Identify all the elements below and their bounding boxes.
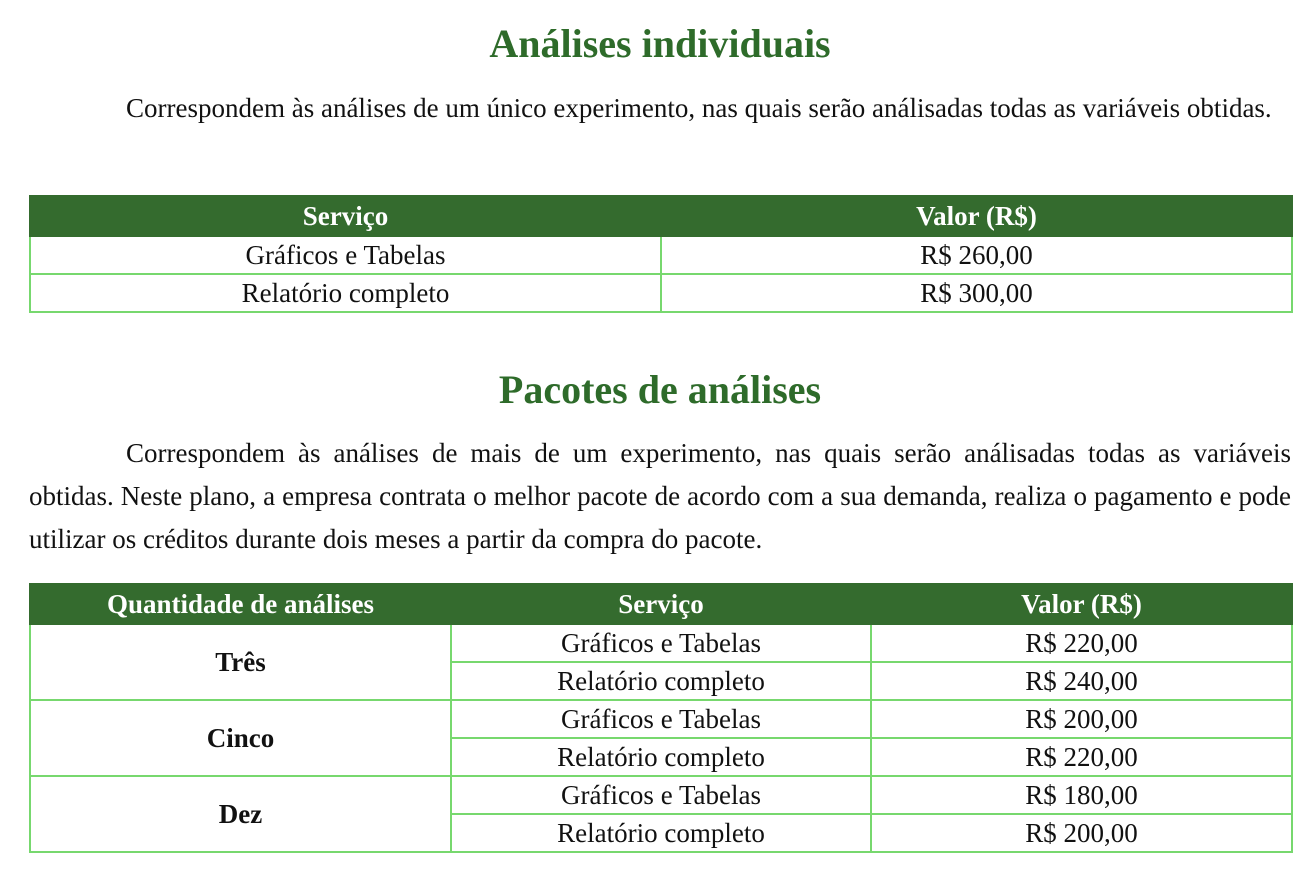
price-cell: R$ 220,00 — [871, 624, 1292, 662]
header-quantity: Quantidade de análises — [30, 584, 451, 624]
service-cell: Gráficos e Tabelas — [451, 700, 871, 738]
service-cell: Relatório completo — [30, 274, 661, 312]
quantity-cell: Dez — [30, 776, 451, 852]
package-price-table — [29, 583, 1293, 853]
price-cell: R$ 200,00 — [871, 814, 1292, 852]
table-row — [30, 776, 1292, 814]
table-row — [30, 700, 1292, 738]
service-cell: Gráficos e Tabelas — [451, 776, 871, 814]
table-header-row — [30, 584, 1292, 624]
section-title-packages: Pacotes de análises — [498, 367, 822, 412]
price-cell: R$ 180,00 — [871, 776, 1292, 814]
header-price: Valor (R$) — [871, 584, 1292, 624]
section-description-individual: Correspondem às análises de um único experimento, nas quais serão análisadas todas as variáveis obtidas. — [126, 93, 1272, 123]
header-service: Serviço — [30, 196, 661, 236]
table-header-row — [30, 196, 1292, 236]
header-service: Serviço — [451, 584, 871, 624]
table-row — [30, 624, 1292, 662]
price-cell: R$ 260,00 — [661, 236, 1292, 274]
price-cell: R$ 200,00 — [871, 700, 1292, 738]
service-cell: Gráficos e Tabelas — [451, 624, 871, 662]
individual-price-table — [29, 195, 1293, 313]
price-cell: R$ 240,00 — [871, 662, 1292, 700]
service-cell: Relatório completo — [451, 814, 871, 852]
price-cell: R$ 300,00 — [661, 274, 1292, 312]
section-description-packages: Correspondem às análises de mais de um experimento, nas quais serão análisadas todas as variáveis obtidas. Neste plano, a empresa contrata o melhor pacote de acordo com a sua demanda, realiza o pagamento e pode utilizar os créditos durante dois meses a partir da compra do pacote. — [29, 438, 1291, 554]
service-cell: Gráficos e Tabelas — [30, 236, 661, 274]
service-cell: Relatório completo — [451, 738, 871, 776]
price-cell: R$ 220,00 — [871, 738, 1292, 776]
table-row — [30, 236, 1292, 274]
quantity-cell: Três — [30, 624, 451, 700]
service-cell: Relatório completo — [451, 662, 871, 700]
quantity-cell: Cinco — [30, 700, 451, 776]
table-row — [30, 274, 1292, 312]
section-title-individual: Análises individuais — [489, 21, 831, 66]
header-price: Valor (R$) — [661, 196, 1292, 236]
